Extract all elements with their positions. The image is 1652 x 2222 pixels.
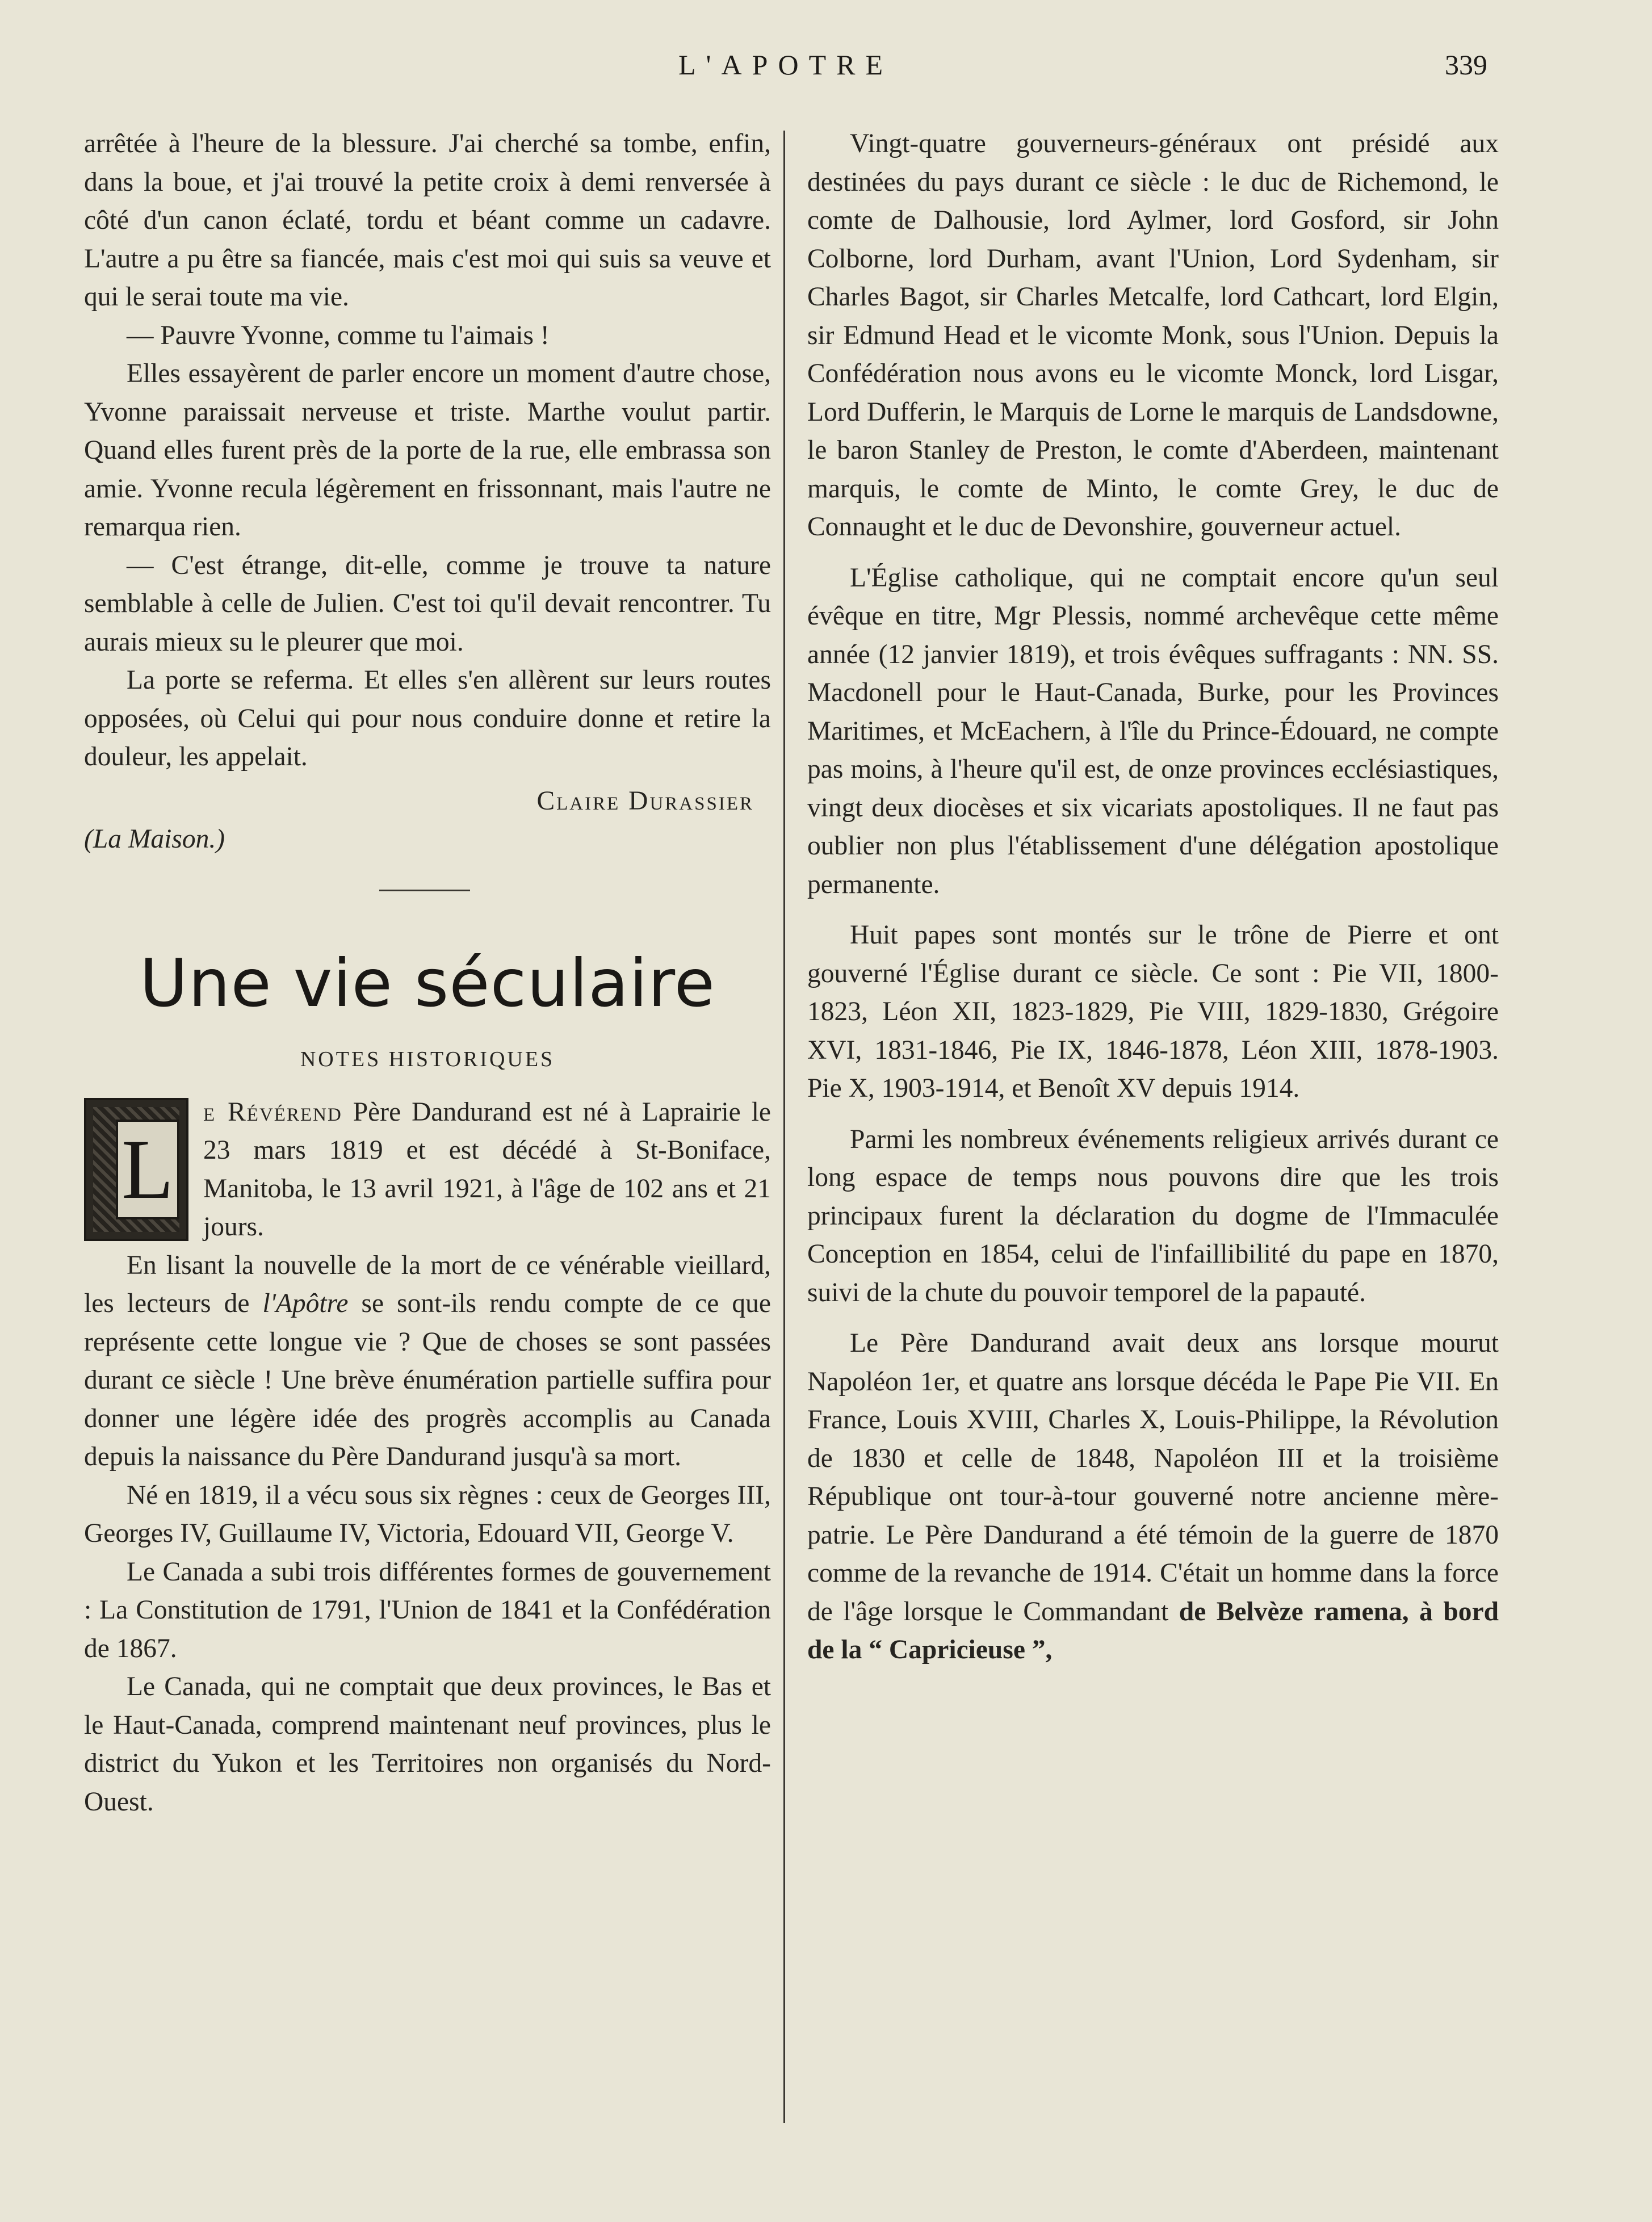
intro-text: Père Dandurand est né à Laprairie le 23 mars 1819 et est décédé à St-Boniface, Manitoba, le 13 avril 1921, à l'âge de 102 ans et 21 jours.	[203, 1097, 771, 1242]
intro-paragraph	[84, 1093, 771, 1247]
paragraph-text: En lisant la nouvelle de la mort de ce vénérable vieillard, les lecteurs de	[84, 1250, 771, 1318]
section-divider	[379, 890, 470, 891]
paragraph: Né en 1819, il a vécu sous six règnes : ceux de Georges III, Georges IV, Guillaume IV, Victoria, Edouard VII, George V.	[84, 1480, 771, 1548]
paragraph: Parmi les nombreux événements religieux arrivés durant ce long espace de temps nous pouvons dire que les trois principaux furent la déclaration du dogme de l'Immaculée Conception en 1854, celui de l'infaillibilité du pape en 1870, suivi de la chute du pouvoir temporel de la papauté.	[807, 1124, 1499, 1307]
paragraph-text: Le Père Dandurand avait deux ans lorsque mourut Napoléon 1er, et quatre ans lorsque décéda le Pape Pie VII. En France, Louis XVIII, Charles X, Louis-Philippe, la Révolution de 1830 et celle de 1848, Napoléon III et la troisième République ont tour-à-tour gouverné notre ancienne mère-patrie. Le Père Dandurand a été témoin de la guerre de 1870 comme de la revanche de 1914. C'était un homme dans la force de l'âge lorsque le Commandant	[807, 1328, 1499, 1626]
dropcap-letter: L	[116, 1120, 179, 1219]
right-column	[807, 125, 1499, 1670]
article-title: Une vie séculaire	[140, 945, 715, 1022]
paragraph-text: de Belvèze ramena, à bord de la “ Capricieuse ”,	[807, 1596, 1499, 1665]
running-title: L'APOTRE	[678, 49, 894, 81]
paragraph: L'Église catholique, qui ne comptait encore qu'un seul évêque en titre, Mgr Plessis, nommé archevêque cette même année (12 janvier 1819), et trois évêques suffragants : NN. SS. Macdonell pour le Haut-Canada, Burke, pour les Provinces Maritimes, et McEachern, à l'île du Prince-Édouard, ne compte pas moins, à l'heure qu'il est, de onze provinces ecclésiastiques, vingt deux diocèses et six vicariats apostoliques. Il ne faut pas oublier non plus l'établissement d'une délégation apostolique permanente.	[807, 563, 1499, 899]
author-signature: Claire Durassier	[536, 786, 754, 816]
paragraph: arrêtée à l'heure de la blessure. J'ai cherché sa tombe, enfin, dans la boue, et j'ai trouvé la petite croix à demi renversée à côté d'un canon éclaté, tordu et béant comme un cadavre. L'autre a pu être sa fiancée, mais c'est moi qui suis sa veuve et qui le serai toute ma vie.	[84, 129, 771, 312]
page-number: 339	[1445, 49, 1487, 81]
paragraph	[807, 1324, 1499, 1670]
column-divider	[783, 131, 785, 2123]
article-subtitle: NOTES HISTORIQUES	[300, 1047, 555, 1071]
left-column	[84, 125, 771, 1821]
paragraph: Huit papes sont montés sur le trône de Pierre et ont gouverné l'Église durant ce siècle. Ce sont : Pie VII, 1800-1823, Léon XII, 1823-1829, Pie VIII, 1829-1830, Grégoire XVI, 1831-1846, Pie IX, 1846-1878, Léon XIII, 1878-1903. Pie X, 1903-1914, et Benoît XV depuis 1914.	[807, 920, 1499, 1103]
paragraph: — C'est étrange, dit-elle, comme je trouve ta nature semblable à celle de Julien. C'est toi qu'il devait rencontrer. Tu aurais mieux su le pleurer que moi.	[84, 550, 771, 657]
paragraph: Vingt-quatre gouverneurs-généraux ont présidé aux destinées du pays durant ce siècle : le duc de Richemond, le comte de Dalhousie, lord Aylmer, lord Gosford, sir John Colborne, lord Durham, avant l'Union, Lord Sydenham, sir Charles Bagot, sir Charles Metcalfe, lord Cathcart, lord Elgin, sir Edmund Head et le vicomte Monk, sous l'Union. Depuis la Confédération nous avons eu le vicomte Monck, lord Lisgar, Lord Dufferin, le Marquis de Lorne le marquis de Landsdowne, le baron Stanley de Preston, le comte d'Aberdeen, maintenant marquis, le comte de Minto, le comte Grey, le duc de Connaught et le duc de Devonshire, gouverneur actuel.	[807, 129, 1499, 542]
paragraph: — Pauvre Yvonne, comme tu l'aimais !	[127, 320, 550, 350]
paragraph: Le Canada a subi trois différentes formes de gouvernement : La Constitution de 1791, l'Union de 1841 et la Confédération de 1867.	[84, 1557, 771, 1663]
paragraph	[84, 1247, 771, 1477]
paragraph: La porte se referma. Et elles s'en allèrent sur leurs routes opposées, où Celui qui pour nous conduire donne et retire la douleur, les appelait.	[84, 665, 771, 772]
intro-smallcaps: e Révérend	[203, 1097, 342, 1127]
paragraph: Le Canada, qui ne comptait que deux provinces, le Bas et le Haut-Canada, comprend maintenant neuf provinces, plus le district du Yukon et les Territoires non organisés du Nord-Ouest.	[84, 1672, 771, 1817]
paragraph: Elles essayèrent de parler encore un moment d'autre chose, Yvonne paraissait nerveuse et triste. Marthe voulut partir. Quand elles furent près de la porte de la rue, elle embrassa son amie. Yvonne recula légèrement en frissonnant, mais l'autre ne remarqua rien.	[84, 359, 771, 542]
page-header	[0, 48, 1652, 94]
ornamental-dropcap-icon	[84, 1098, 188, 1241]
journal-name: l'Apôtre	[262, 1289, 349, 1318]
source-citation: (La Maison.)	[84, 824, 225, 854]
paragraph-text: se sont-ils rendu compte de ce que représente cette longue vie ? Que de choses se sont passées durant ce siècle ! Une brève énumération partielle suffira pour donner une légère idée des progrès accomplis au Canada depuis la naissance du Père Dandurand jusqu'à sa mort.	[84, 1289, 771, 1471]
